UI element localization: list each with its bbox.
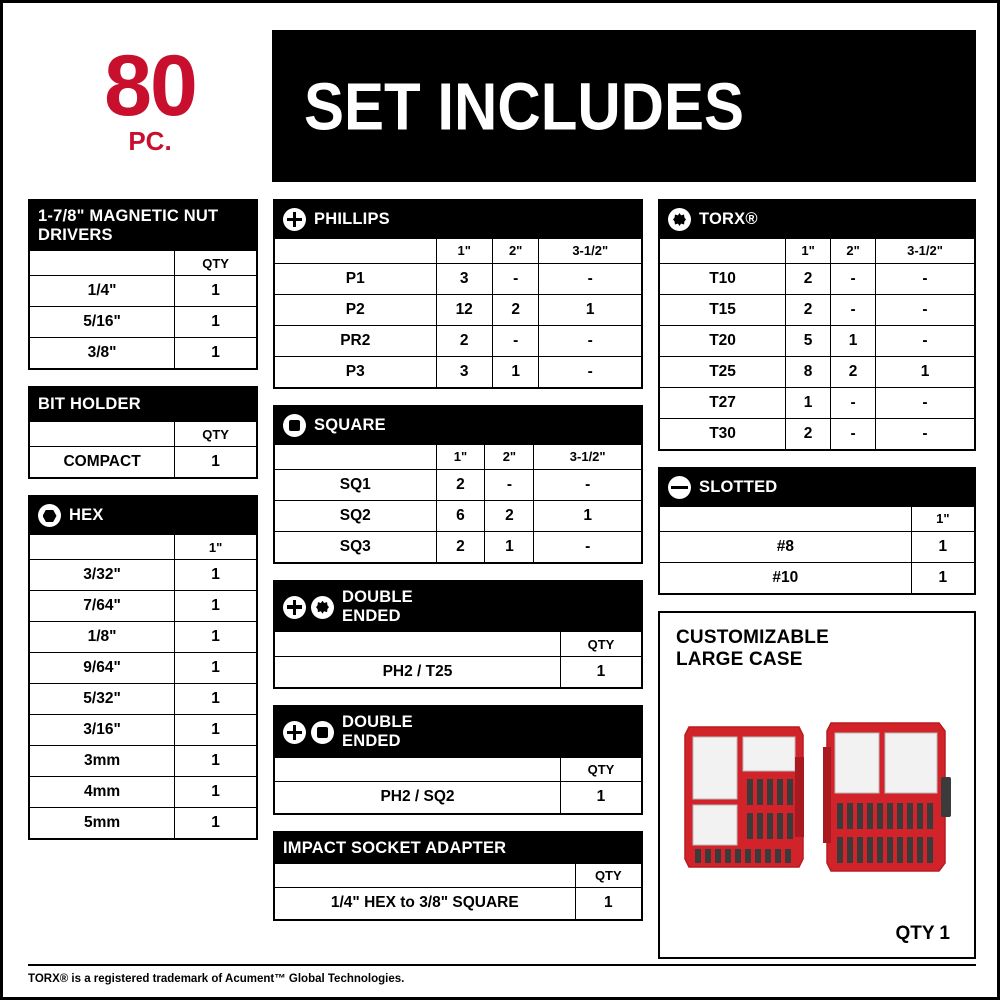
column-right [658,199,976,959]
row-label: 7/64" [30,590,175,621]
case-title: CUSTOMIZABLE LARGE CASE [676,627,829,670]
row-qty: 1 [175,621,256,652]
row-label: T30 [660,418,786,449]
block-title-phillips: PHILLIPS [314,209,390,228]
row-value: 12 [436,294,492,325]
block-double-ended-torx [273,580,643,689]
row-label: 9/64" [30,652,175,683]
row-value: 8 [786,356,831,387]
size-header: 3-1/2" [876,239,974,263]
row-qty: 1 [175,446,256,477]
block-header-bit-holder [30,388,256,422]
table-row [30,745,256,776]
row-label: 5/16" [30,306,175,337]
table-row [275,294,641,325]
table-phillips [275,239,641,387]
table-row [660,356,974,387]
row-qty: 1 [175,683,256,714]
case-image [677,717,957,877]
block-square [273,405,643,564]
table-header-row [275,758,641,782]
table-row [30,776,256,807]
table-row [30,683,256,714]
table-row [660,531,974,562]
row-label: 5mm [30,807,175,838]
footer-trademark-note: TORX® is a registered trademark of Acument™ Global Technologies. [28,964,976,985]
block-header-double-ended-torx [275,582,641,632]
block-title-torx: TORX® [699,209,758,228]
row-qty: 1 [560,782,641,813]
table-header-row [30,422,256,446]
qty-header: QTY [560,632,641,656]
row-value: 1 [786,387,831,418]
block-title-bit-holder: BIT HOLDER [38,395,141,414]
piece-count-block [28,30,272,182]
size-header: 2" [492,239,539,263]
row-value: - [534,531,641,562]
row-value: - [831,418,876,449]
row-qty: 1 [175,652,256,683]
row-value: - [492,325,539,356]
row-value: - [876,418,974,449]
row-qty: 1 [911,562,974,593]
empty-corner-cell [275,758,560,782]
table-row [275,263,641,294]
row-label: T15 [660,294,786,325]
row-value: 2 [786,263,831,294]
table-row [275,325,641,356]
row-value: 5 [786,325,831,356]
table-header-row [275,632,641,656]
qty-header: QTY [175,422,256,446]
torx-icon [311,596,334,619]
row-label: 1/4" [30,275,175,306]
row-qty: 1 [175,590,256,621]
table-header-row [30,251,256,275]
block-title-double-ended-torx: DOUBLE ENDED [342,588,413,626]
empty-corner-cell [275,864,575,888]
block-header-torx [660,201,974,239]
row-value: 1 [831,325,876,356]
row-label: #10 [660,562,911,593]
row-value: - [539,325,641,356]
size-header: 3-1/2" [534,445,641,469]
size-header: 1" [436,239,492,263]
row-value: - [876,294,974,325]
table-square [275,445,641,562]
double-ended-phillips-torx-icons [283,596,334,619]
case-illustration [676,671,958,923]
qty-header: QTY [560,758,641,782]
block-impact-socket-adapter [273,831,643,921]
row-value: - [831,263,876,294]
row-qty: 1 [175,337,256,368]
row-value: 1 [539,294,641,325]
empty-corner-cell [660,239,786,263]
table-row [30,337,256,368]
row-value: - [534,469,641,500]
double-ended-phillips-square-icons [283,721,334,744]
row-value: 2 [492,294,539,325]
block-title-impact-socket-adapter: IMPACT SOCKET ADAPTER [283,838,507,857]
table-row [30,714,256,745]
row-qty: 1 [175,275,256,306]
row-label: 3/8" [30,337,175,368]
slotted-icon [668,476,691,499]
row-value: - [831,294,876,325]
hex-icon [38,504,61,527]
row-value: 3 [436,356,492,387]
row-label: #8 [660,531,911,562]
table-row [30,559,256,590]
empty-corner-cell [30,422,175,446]
block-torx [658,199,976,451]
row-qty: 1 [560,656,641,687]
block-header-phillips [275,201,641,239]
block-header-double-ended-square [275,707,641,757]
row-label: SQ3 [275,531,436,562]
block-phillips [273,199,643,389]
row-value: 1 [534,500,641,531]
block-header-nut-drivers [30,201,256,251]
table-row [660,263,974,294]
empty-corner-cell [30,535,175,559]
row-label: 4mm [30,776,175,807]
table-header-row [660,507,974,531]
row-label: SQ2 [275,500,436,531]
row-label: P2 [275,294,436,325]
row-qty: 1 [575,888,641,919]
row-qty: 1 [175,745,256,776]
row-qty: 1 [175,714,256,745]
square-drive-icon [311,721,334,744]
row-value: 2 [831,356,876,387]
block-case [658,611,976,959]
empty-corner-cell [660,507,911,531]
size-header: 1" [911,507,974,531]
table-header-row [275,864,641,888]
row-value: 1 [492,356,539,387]
table-row [30,306,256,337]
row-value: 2 [485,500,534,531]
row-label: T25 [660,356,786,387]
block-header-impact-socket-adapter [275,833,641,864]
table-row [660,325,974,356]
block-title-square: SQUARE [314,415,386,434]
row-label: T27 [660,387,786,418]
row-value: 6 [436,500,485,531]
row-label: 1/4" HEX to 3/8" SQUARE [275,888,575,919]
torx-icon [668,208,691,231]
table-row [275,500,641,531]
table-row [660,294,974,325]
column-middle [273,199,643,959]
row-value: - [831,387,876,418]
table-row [30,807,256,838]
block-bit-holder [28,386,258,479]
title-banner [272,30,976,182]
row-label: 3mm [30,745,175,776]
table-row [30,446,256,477]
header [28,30,976,182]
row-label: PH2 / SQ2 [275,782,560,813]
phillips-icon [283,208,306,231]
table-hex [30,535,256,838]
block-header-square [275,407,641,445]
row-value: 2 [436,531,485,562]
block-nut-drivers [28,199,258,370]
row-value: 2 [786,294,831,325]
row-label: PR2 [275,325,436,356]
row-qty: 1 [175,807,256,838]
piece-count-number: 80 [104,38,196,135]
size-header: 1" [175,535,256,559]
table-row [275,656,641,687]
qty-header: QTY [175,251,256,275]
row-label: P1 [275,263,436,294]
block-title-double-ended-square: DOUBLE ENDED [342,713,413,751]
table-row [30,590,256,621]
row-qty: 1 [175,776,256,807]
square-drive-icon [283,414,306,437]
table-row [275,531,641,562]
block-double-ended-square [273,705,643,814]
row-value: - [876,263,974,294]
table-header-row [275,239,641,263]
case-qty: QTY 1 [895,923,950,944]
table-row [275,356,641,387]
block-header-hex [30,497,256,535]
row-qty: 1 [911,531,974,562]
table-slotted [660,507,974,593]
table-header-row [660,239,974,263]
table-row [30,652,256,683]
block-title-slotted: SLOTTED [699,477,778,496]
size-header: 2" [831,239,876,263]
table-nut-drivers [30,251,256,368]
table-row [275,469,641,500]
table-double-ended-square [275,758,641,813]
block-header-slotted [660,469,974,507]
size-header: 1" [786,239,831,263]
phillips-icon [283,596,306,619]
empty-corner-cell [275,445,436,469]
table-header-row [30,535,256,559]
table-row [30,621,256,652]
table-double-ended-torx [275,632,641,687]
row-qty: 1 [175,306,256,337]
row-value: 2 [436,325,492,356]
row-value: - [876,387,974,418]
row-label: SQ1 [275,469,436,500]
table-row [660,387,974,418]
qty-header: QTY [575,864,641,888]
row-value: 3 [436,263,492,294]
table-row [660,562,974,593]
table-row [275,782,641,813]
row-label: T10 [660,263,786,294]
phillips-icon [283,721,306,744]
row-value: 2 [786,418,831,449]
column-left [28,199,258,959]
row-value: - [876,325,974,356]
content-columns [28,199,976,959]
row-value: - [539,356,641,387]
row-qty: 1 [175,559,256,590]
table-row [660,418,974,449]
row-value: - [539,263,641,294]
row-value: 2 [436,469,485,500]
block-slotted [658,467,976,595]
row-label: 5/32" [30,683,175,714]
page-title: SET INCLUDES [304,68,745,144]
empty-corner-cell [275,239,436,263]
row-value: - [492,263,539,294]
table-impact-socket-adapter [275,864,641,919]
row-label: 1/8" [30,621,175,652]
row-label: T20 [660,325,786,356]
block-title-nut-drivers: 1-7/8" MAGNETIC NUT DRIVERS [38,207,219,245]
table-row [30,275,256,306]
table-row [275,888,641,919]
table-header-row [275,445,641,469]
block-title-hex: HEX [69,506,104,525]
empty-corner-cell [30,251,175,275]
size-header: 2" [485,445,534,469]
row-label: 3/32" [30,559,175,590]
table-torx [660,239,974,449]
size-header: 1" [436,445,485,469]
row-label: PH2 / T25 [275,656,560,687]
empty-corner-cell [275,632,560,656]
row-label: 3/16" [30,714,175,745]
piece-count-label: PC. [128,125,172,156]
size-header: 3-1/2" [539,239,641,263]
row-label: COMPACT [30,446,175,477]
row-label: P3 [275,356,436,387]
table-bit-holder [30,422,256,477]
row-value: - [485,469,534,500]
row-value: 1 [485,531,534,562]
row-value: 1 [876,356,974,387]
block-hex [28,495,258,840]
